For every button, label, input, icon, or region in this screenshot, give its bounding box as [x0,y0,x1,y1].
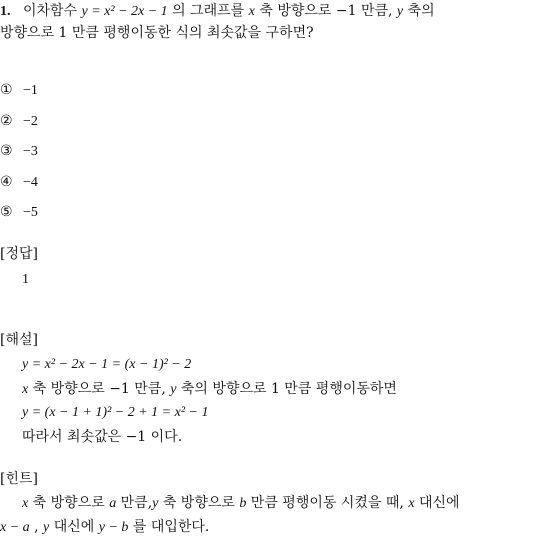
hint-text: 축 방향으로 [28,495,110,511]
explanation-line-2 [22,380,397,399]
hint-heading: [힌트] [0,471,38,487]
explanation-line-4: 따라서 최솟값은 −1 이다. [22,429,183,445]
question-function: y = x² − 2x − 1 [81,4,168,19]
explanation-heading: [해설] [0,332,38,348]
choice-marker: ① [0,82,13,98]
expr-y-minus-b: y − b [98,520,129,535]
explanation-line-3: y = (x − 1 + 1)² − 2 + 1 = x² − 1 [22,405,209,420]
question-line-1 [0,2,435,21]
var-x: x [248,4,255,19]
hint-text: , [29,519,44,535]
var-a: a [109,496,117,511]
question-text: 의 그래프를 [167,3,249,19]
choice-marker: ⑤ [0,204,13,220]
question-text: 축의 [403,3,435,19]
explanation-line-1: y = x² − 2x − 1 = (x − 1)² − 2 [22,357,192,372]
expr-x-minus-a: x − a [0,520,30,535]
hint-text: 대신에 [49,519,99,535]
var-y: y [396,4,404,19]
hint-text: 만큼, [116,495,153,511]
choice-2[interactable] [0,112,38,131]
question-text: 이차함수 [22,3,82,19]
hint-text: 를 대입한다. [128,519,210,535]
hint-text: 축 방향으로 [158,495,240,511]
explanation-text: 축 방향으로 −1 만큼, [28,381,171,397]
hint-text: 만큼 평행이동 시켰을 때, [246,495,409,511]
hint-line-1 [22,494,460,513]
question-number: 1. [0,4,11,19]
question-line-2: 방향으로 1 만큼 평행이동한 식의 최솟값을 구하면? [0,25,314,41]
var-x: x [408,496,415,511]
choice-value: −1 [23,83,38,98]
hint-line-2 [0,518,209,537]
hint-text: 대신에 [414,495,460,511]
choice-marker: ② [0,113,13,129]
var-y: y [43,520,50,535]
var-y: y [152,496,159,511]
var-x: x [22,496,29,511]
choice-marker: ③ [0,143,13,159]
answer-heading: [정답] [0,246,38,262]
question-text: 축 방향으로 −1 만큼, [254,3,397,19]
choice-value: −4 [23,175,38,190]
choice-5[interactable] [0,203,38,222]
var-y: y [170,382,177,397]
var-x: x [22,382,29,397]
explanation-text: 축의 방향으로 1 만큼 평행이동하면 [176,381,397,397]
choice-3[interactable] [0,142,38,161]
answer-value: 1 [22,272,29,287]
choice-1[interactable] [0,81,38,100]
choice-value: −2 [23,114,38,129]
choice-4[interactable] [0,173,38,192]
choice-value: −3 [23,144,38,159]
choice-value: −5 [23,205,38,220]
choice-marker: ④ [0,174,13,190]
var-b: b [239,496,247,511]
